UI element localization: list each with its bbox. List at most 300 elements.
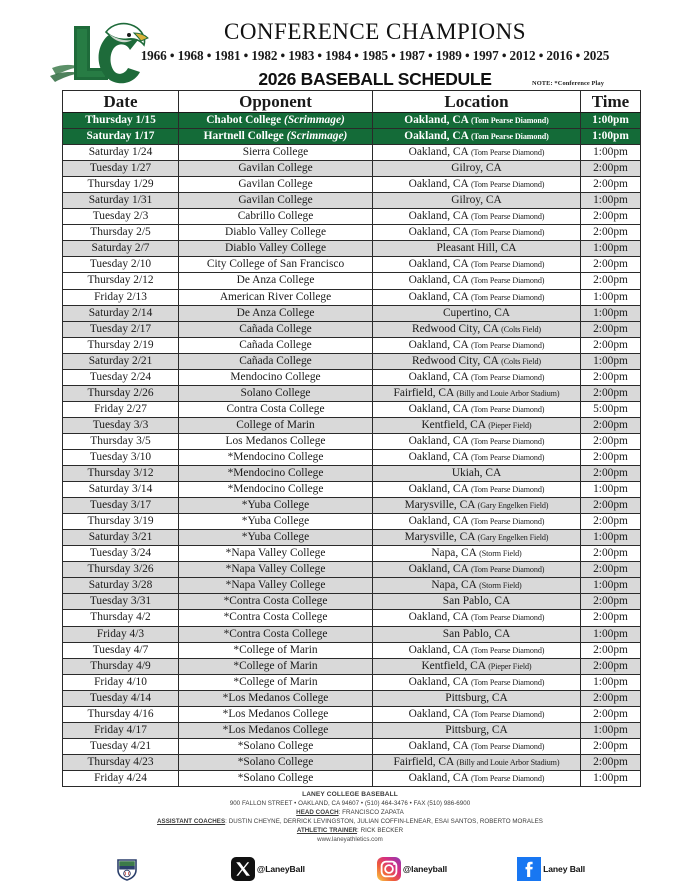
location-city: Marysville, CA (404, 531, 478, 544)
opponent-name: *Mendocino College (227, 467, 324, 480)
cell-date: Thursday 3/26 (63, 562, 179, 578)
instagram-handle[interactable]: @laneyball (402, 863, 448, 874)
schedule-table-body (63, 113, 641, 787)
location-venue: (Storm Field) (479, 549, 522, 559)
cell-location (373, 257, 581, 273)
cell-location (373, 177, 581, 193)
table-row (63, 754, 641, 770)
cell-time: 1:00pm (581, 530, 641, 546)
cell-date: Tuesday 4/21 (63, 738, 179, 754)
instagram-icon[interactable] (377, 857, 401, 881)
table-row (63, 273, 641, 289)
location-venue: (Tom Pearse Diamond) (470, 180, 545, 190)
cell-date: Tuesday 3/3 (63, 417, 179, 433)
facebook-handle[interactable]: Laney Ball (543, 863, 586, 874)
cell-time: 2:00pm (581, 177, 641, 193)
opponent-name: Gavilan College (238, 178, 313, 191)
table-row (63, 706, 641, 722)
opponent-name: *Yuba College (241, 531, 310, 544)
cell-location (373, 610, 581, 626)
location-venue: (Tom Pearse Diamond) (470, 452, 545, 462)
cell-location (373, 337, 581, 353)
cell-location (373, 241, 581, 257)
opponent-name: *Napa Valley College (225, 547, 326, 560)
head-coach-value: : FRANCISCO ZAPATA (338, 808, 404, 816)
cell-opponent (179, 353, 373, 369)
opponent-name: *College of Marin (233, 643, 318, 656)
cell-opponent (179, 289, 373, 305)
table-row (63, 385, 641, 401)
cell-location (373, 193, 581, 209)
location-venue: (Billy and Louie Arbor Stadium) (456, 388, 560, 398)
cell-location (373, 546, 581, 562)
cell-location (373, 161, 581, 177)
location-city: Oakland, CA (408, 338, 471, 351)
cell-location (373, 417, 581, 433)
opponent-name: American River College (219, 290, 332, 303)
cell-location (373, 754, 581, 770)
table-row (63, 578, 641, 594)
scrimmage-note: (Scrimmage) (284, 114, 345, 126)
location-venue: (Tom Pearse Diamond) (470, 565, 545, 575)
cell-opponent (179, 209, 373, 225)
cell-date: Tuesday 1/27 (63, 161, 179, 177)
cell-time: 1:00pm (581, 578, 641, 594)
location-venue: (Tom Pearse Diamond) (470, 404, 545, 414)
cell-date: Tuesday 3/31 (63, 594, 179, 610)
opponent-name: City College of San Francisco (206, 258, 345, 271)
opponent-name: *Los Medanos College (222, 723, 329, 736)
cell-date: Thursday 2/12 (63, 273, 179, 289)
location-city: Oakland, CA (408, 643, 471, 656)
table-row (63, 674, 641, 690)
column-header-location: Location (373, 91, 581, 113)
footer-organization: LANEY COLLEGE BASEBALL (302, 790, 398, 798)
location-venue: (Tom Pearse Diamond) (470, 613, 545, 623)
location-venue: (Tom Pearse Diamond) (470, 677, 545, 687)
cell-date: Thursday 4/2 (63, 610, 179, 626)
cell-opponent (179, 225, 373, 241)
location-city: Oakland, CA (404, 114, 472, 126)
cell-date: Saturday 1/24 (63, 145, 179, 161)
cell-location (373, 321, 581, 337)
cell-location (373, 449, 581, 465)
cell-opponent (179, 129, 373, 145)
table-row (63, 626, 641, 642)
cell-time: 2:00pm (581, 706, 641, 722)
cell-date: Saturday 3/28 (63, 578, 179, 594)
table-row (63, 193, 641, 209)
table-row (63, 225, 641, 241)
cell-location (373, 433, 581, 449)
location-city: Oakland, CA (408, 515, 471, 528)
location-venue: (Colts Field) (501, 356, 541, 366)
cell-opponent (179, 610, 373, 626)
location-city: Gilroy, CA (451, 194, 502, 207)
cell-location (373, 113, 581, 129)
location-venue: (Pieper Field) (488, 420, 532, 430)
opponent-name: *Yuba College (241, 499, 310, 512)
location-venue: (Tom Pearse Diamond) (470, 709, 545, 719)
cell-time: 2:00pm (581, 337, 641, 353)
location-city: Oakland, CA (408, 146, 471, 159)
cell-time: 1:00pm (581, 353, 641, 369)
cell-date: Tuesday 2/17 (63, 321, 179, 337)
cell-date: Saturday 3/21 (63, 530, 179, 546)
opponent-name: *Yuba College (241, 515, 310, 528)
cell-opponent (179, 161, 373, 177)
table-row (63, 770, 641, 786)
cell-time: 1:00pm (581, 241, 641, 257)
cell-location (373, 385, 581, 401)
cell-opponent (179, 257, 373, 273)
x-twitter-handle[interactable]: @LaneyBall (256, 863, 305, 874)
location-city: Oakland, CA (408, 402, 471, 415)
cell-date: Saturday 2/7 (63, 241, 179, 257)
cell-opponent (179, 482, 373, 498)
location-city: Pleasant Hill, CA (436, 242, 517, 255)
table-row (63, 722, 641, 738)
opponent-name: Sierra College (242, 146, 309, 159)
location-city: Oakland, CA (408, 178, 471, 191)
cell-time: 1:00pm (581, 482, 641, 498)
table-row (63, 546, 641, 562)
facebook-link[interactable] (517, 857, 585, 881)
cell-time: 1:00pm (581, 770, 641, 786)
cell-opponent (179, 770, 373, 786)
cell-location (373, 674, 581, 690)
cell-opponent (179, 754, 373, 770)
cell-time: 2:00pm (581, 690, 641, 706)
schedule-table-wrapper (0, 90, 700, 787)
x-twitter-link[interactable] (231, 857, 305, 881)
footer-website: www.laneyathletics.com (317, 835, 383, 843)
cell-opponent (179, 642, 373, 658)
cell-location (373, 626, 581, 642)
cell-location (373, 145, 581, 161)
location-venue: (Tom Pearse Diamond) (470, 276, 545, 286)
cell-date: Friday 4/24 (63, 770, 179, 786)
opponent-name: Diablo Valley College (224, 242, 327, 255)
cell-location (373, 273, 581, 289)
cell-opponent (179, 626, 373, 642)
cell-time: 2:00pm (581, 209, 641, 225)
cell-time: 2:00pm (581, 610, 641, 626)
footer-head-coach (0, 808, 700, 817)
opponent-name: Cañada College (239, 322, 312, 335)
location-city: Kentfield, CA (421, 659, 489, 672)
cell-location (373, 401, 581, 417)
opponent-name: Gavilan College (238, 194, 313, 207)
opponent-name: Hartnell College (203, 130, 287, 143)
cell-time: 1:00pm (581, 113, 641, 129)
cell-location (373, 209, 581, 225)
cell-date: Saturday 1/17 (63, 129, 179, 145)
opponent-name: *Solano College (237, 771, 314, 784)
cell-opponent (179, 145, 373, 161)
cell-location (373, 594, 581, 610)
cell-time: 2:00pm (581, 546, 641, 562)
opponent-name: College of Marin (236, 418, 315, 431)
cell-date: Thursday 1/15 (63, 113, 179, 129)
cell-opponent (179, 241, 373, 257)
cell-time: 2:00pm (581, 562, 641, 578)
cell-time: 1:00pm (581, 674, 641, 690)
opponent-name: *Solano College (237, 739, 314, 752)
cell-opponent (179, 658, 373, 674)
opponent-name: *Solano College (237, 755, 314, 768)
cell-opponent (179, 578, 373, 594)
cell-date: Tuesday 4/14 (63, 690, 179, 706)
table-row (63, 337, 641, 353)
footer-assistant-coaches (0, 817, 700, 826)
scrimmage-note: (Scrimmage) (286, 130, 348, 143)
cell-opponent (179, 113, 373, 129)
location-city: Oakland, CA (408, 611, 471, 624)
cell-opponent (179, 273, 373, 289)
table-row (63, 562, 641, 578)
opponent-name: *Contra Costa College (223, 611, 328, 624)
opponent-name: Cabrillo College (237, 210, 314, 223)
assistant-coaches-label: ASSISTANT COACHES (157, 817, 226, 825)
cell-date: Tuesday 2/10 (63, 257, 179, 273)
cell-opponent (179, 433, 373, 449)
cell-time: 1:00pm (581, 129, 641, 145)
cell-opponent (179, 305, 373, 321)
schedule-table (62, 90, 641, 787)
cell-location (373, 690, 581, 706)
cell-time: 5:00pm (581, 401, 641, 417)
location-city: Kentfield, CA (421, 418, 489, 431)
conference-logo-item (115, 857, 139, 881)
cell-time: 2:00pm (581, 369, 641, 385)
cell-location (373, 514, 581, 530)
cell-location (373, 722, 581, 738)
cell-date: Tuesday 2/3 (63, 209, 179, 225)
location-city: Ukiah, CA (451, 467, 502, 480)
location-venue: (Tom Pearse Diamond) (470, 292, 545, 302)
table-row (63, 305, 641, 321)
cell-time: 2:00pm (581, 417, 641, 433)
cell-time: 2:00pm (581, 449, 641, 465)
cell-location (373, 498, 581, 514)
cell-date: Tuesday 3/10 (63, 449, 179, 465)
cell-opponent (179, 706, 373, 722)
cell-opponent (179, 738, 373, 754)
page-header (0, 0, 700, 90)
opponent-name: De Anza College (236, 274, 315, 287)
championship-years: 1966 • 1968 • 1981 • 1982 • 1983 • 1984 • 1985 • 1987 • 1989 • 1997 • 2012 • 2016 • 2025 (140, 48, 610, 64)
opponent-name: Gavilan College (238, 162, 313, 175)
location-city: Napa, CA (431, 579, 480, 592)
page-title: 2026 BASEBALL SCHEDULE (258, 69, 492, 90)
table-row (63, 129, 641, 145)
location-city: Oakland, CA (408, 226, 471, 239)
location-city: Oakland, CA (408, 258, 471, 271)
table-row (63, 738, 641, 754)
cell-location (373, 305, 581, 321)
footer-address: 900 FALLON STREET • OAKLAND, CA 94607 • (510) 464-3476 • FAX (510) 986-6900 (229, 799, 471, 807)
location-venue: (Tom Pearse Diamond) (470, 228, 545, 238)
location-venue: (Tom Pearse Diamond) (470, 741, 545, 751)
cell-location (373, 482, 581, 498)
cell-opponent (179, 417, 373, 433)
location-venue: (Tom Pearse Diamond) (470, 645, 545, 655)
cell-opponent (179, 369, 373, 385)
cell-time: 2:00pm (581, 385, 641, 401)
cell-opponent (179, 690, 373, 706)
location-venue: (Tom Pearse Diamond) (470, 148, 545, 158)
cell-time: 2:00pm (581, 321, 641, 337)
cell-location (373, 129, 581, 145)
cell-time: 1:00pm (581, 722, 641, 738)
cell-date: Thursday 3/12 (63, 466, 179, 482)
footer-athletic-trainer (0, 826, 700, 835)
cell-opponent (179, 337, 373, 353)
cell-date: Saturday 2/21 (63, 353, 179, 369)
table-row (63, 449, 641, 465)
location-city: Redwood City, CA (412, 322, 502, 335)
cell-location (373, 353, 581, 369)
cell-date: Thursday 3/19 (63, 514, 179, 530)
table-row (63, 417, 641, 433)
cell-time: 2:00pm (581, 161, 641, 177)
opponent-name: *Napa Valley College (225, 563, 326, 576)
location-venue: (Gary Engelken Field) (477, 501, 549, 511)
head-coach-label: HEAD COACH (296, 808, 339, 816)
cell-time: 2:00pm (581, 594, 641, 610)
cell-date: Saturday 3/14 (63, 482, 179, 498)
location-city: Marysville, CA (404, 499, 478, 512)
cell-time: 2:00pm (581, 498, 641, 514)
cell-date: Saturday 2/14 (63, 305, 179, 321)
cell-date: Friday 4/10 (63, 674, 179, 690)
table-row (63, 594, 641, 610)
cell-time: 2:00pm (581, 514, 641, 530)
cell-opponent (179, 449, 373, 465)
table-row (63, 642, 641, 658)
location-venue: (Tom Pearse Diamond) (470, 340, 545, 350)
table-row (63, 610, 641, 626)
cell-date: Tuesday 4/7 (63, 642, 179, 658)
cell-time: 1:00pm (581, 193, 641, 209)
location-venue: (Tom Pearse Diamond) (471, 116, 549, 125)
cell-location (373, 562, 581, 578)
page-footer (0, 787, 700, 845)
location-venue: (Tom Pearse Diamond) (470, 212, 545, 222)
cell-time: 2:00pm (581, 273, 641, 289)
opponent-name: Los Medanos College (225, 434, 326, 447)
location-venue: (Colts Field) (501, 324, 541, 334)
location-venue: (Tom Pearse Diamond) (470, 372, 545, 382)
location-city: Napa, CA (431, 547, 480, 560)
column-header-opponent: Opponent (179, 91, 373, 113)
location-city: Oakland, CA (408, 739, 471, 752)
table-header-row (63, 91, 641, 113)
opponent-name: *Contra Costa College (223, 627, 328, 640)
table-row (63, 401, 641, 417)
opponent-name: Diablo Valley College (224, 226, 327, 239)
opponent-name: *College of Marin (233, 675, 318, 688)
schedule-title-row (60, 69, 690, 91)
cell-location (373, 369, 581, 385)
column-header-time: Time (581, 91, 641, 113)
cell-location (373, 466, 581, 482)
table-row (63, 113, 641, 129)
location-city: Oakland, CA (408, 290, 471, 303)
opponent-name: *Mendocino College (227, 450, 324, 463)
cell-location (373, 738, 581, 754)
location-city: Oakland, CA (408, 450, 471, 463)
cell-date: Friday 2/13 (63, 289, 179, 305)
location-city: Pittsburg, CA (445, 691, 508, 704)
location-city: Oakland, CA (408, 434, 471, 447)
cell-opponent (179, 193, 373, 209)
cell-opponent (179, 498, 373, 514)
athletic-trainer-value: : RICK BECKER (357, 826, 404, 834)
location-venue: (Tom Pearse Diamond) (470, 485, 545, 495)
cell-opponent (179, 562, 373, 578)
table-row (63, 241, 641, 257)
table-row (63, 353, 641, 369)
opponent-name: *College of Marin (233, 659, 318, 672)
cell-date: Friday 4/3 (63, 626, 179, 642)
opponent-name: *Los Medanos College (222, 707, 329, 720)
cell-location (373, 530, 581, 546)
cell-opponent (179, 401, 373, 417)
opponent-name: *Mendocino College (227, 483, 324, 496)
cell-date: Thursday 4/9 (63, 658, 179, 674)
cell-time: 1:00pm (581, 626, 641, 642)
location-venue: (Tom Pearse Diamond) (470, 773, 545, 783)
table-row (63, 161, 641, 177)
location-venue: (Storm Field) (479, 581, 522, 591)
cell-date: Thursday 4/16 (63, 706, 179, 722)
table-row (63, 369, 641, 385)
location-city: Oakland, CA (408, 370, 471, 383)
location-city: Redwood City, CA (412, 354, 502, 367)
opponent-name: Chabot College (206, 114, 285, 126)
table-row (63, 145, 641, 161)
table-row (63, 466, 641, 482)
x-twitter-icon[interactable] (231, 857, 255, 881)
cell-date: Thursday 2/26 (63, 385, 179, 401)
cell-location (373, 706, 581, 722)
opponent-name: Cañada College (239, 338, 312, 351)
cell-location (373, 658, 581, 674)
instagram-link[interactable] (377, 857, 447, 881)
assistant-coaches-value: : DUSTIN CHEYNE, DERRICK LEVINGSTON, JULIAN COFFIN-LENEAR, ESAI SANTOS, ROBERTO MORALES (225, 817, 543, 825)
cell-date: Thursday 2/5 (63, 225, 179, 241)
opponent-name: *Los Medanos College (222, 691, 329, 704)
table-row (63, 257, 641, 273)
table-row (63, 498, 641, 514)
location-city: Oakland, CA (408, 274, 471, 287)
conference-champions-title: CONFERENCE CHAMPIONS (223, 19, 526, 44)
cell-opponent (179, 385, 373, 401)
location-venue: (Tom Pearse Diamond) (470, 436, 545, 446)
location-city: Oakland, CA (408, 483, 471, 496)
location-city: Oakland, CA (408, 563, 471, 576)
cell-date: Tuesday 2/24 (63, 369, 179, 385)
opponent-name: Cañada College (239, 354, 312, 367)
location-city: San Pablo, CA (442, 595, 511, 608)
location-city: Fairfield, CA (393, 755, 457, 768)
facebook-icon[interactable] (517, 857, 541, 881)
cell-time: 2:00pm (581, 738, 641, 754)
cell-opponent (179, 594, 373, 610)
location-venue: (Tom Pearse Diamond) (471, 132, 549, 142)
